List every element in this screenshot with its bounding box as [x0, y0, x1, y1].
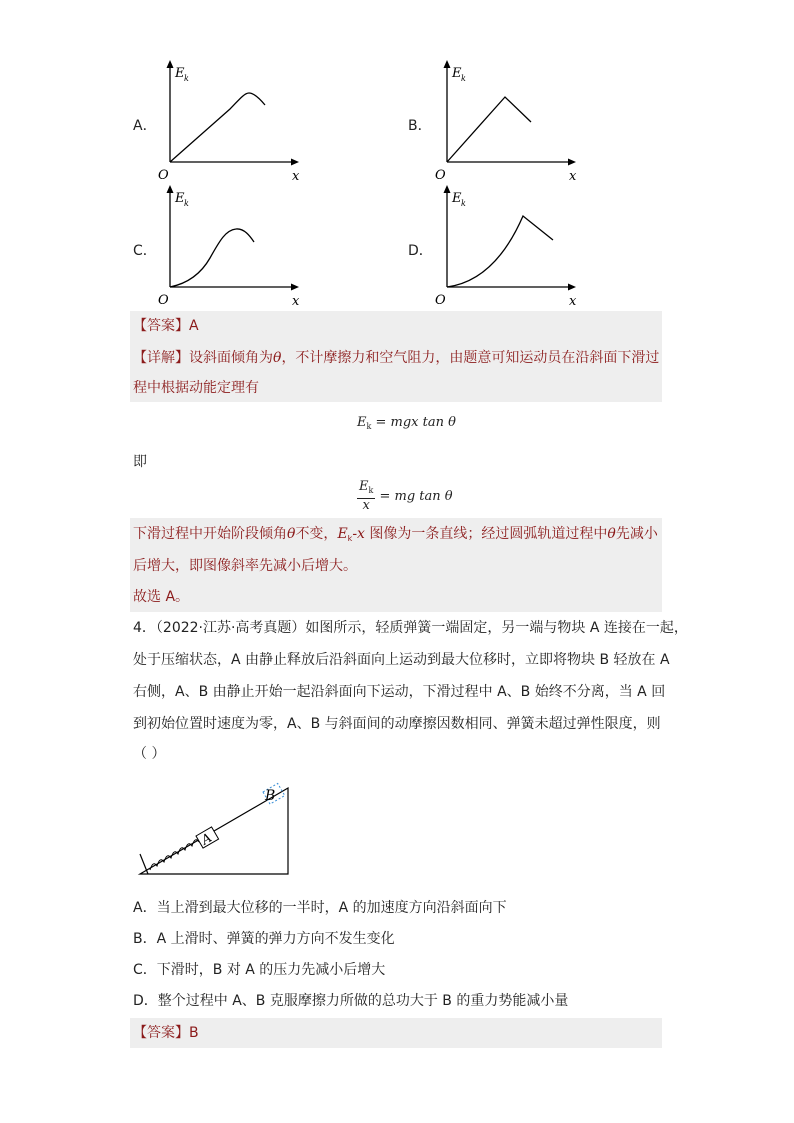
graph-b: [427, 55, 587, 185]
block-b-label: B: [265, 788, 276, 804]
curve-d: [447, 216, 553, 287]
answer-line-4: [133, 1023, 199, 1043]
x-arrow-icon: [291, 284, 299, 291]
final-choice: 故选 A。: [133, 589, 190, 605]
axis-y-label: E: [452, 191, 462, 206]
option-d-label: D．: [408, 243, 433, 259]
answer-band: [130, 311, 662, 347]
question4-line-5: （ ）: [133, 746, 166, 762]
incline-diagram: [130, 780, 300, 880]
answer-tag: 【答案】: [133, 318, 189, 334]
fraction: $\frac{E_k}{x}$: [359, 479, 374, 513]
formula-1: $E_k$ = mgx tan θ: [357, 415, 456, 431]
axis-y-sub: k: [461, 199, 466, 208]
question4-line-3: 右侧，A、B 由静止开始一起沿斜面向下运动，下滑过程中 A、B 始终不分离，当 A 回: [133, 684, 666, 700]
axis-y-label: E: [175, 66, 185, 81]
axis-x-label: x: [292, 294, 300, 309]
curve-b: [447, 97, 531, 162]
answer-line-3: [133, 316, 199, 336]
option-c-label: C．: [133, 243, 157, 259]
question4-line-4: 到初始位置时速度为零，A、B 与斜面间的动摩擦因数相同、弹簧未超过弹性限度，则: [133, 716, 661, 732]
y-arrow-icon: [444, 185, 451, 193]
axis-y-label: E: [175, 191, 185, 206]
conclusion-line-2: 后增大，即图像斜率先减小后增大。: [133, 558, 357, 574]
x-arrow-icon: [568, 284, 576, 291]
graph-a: [150, 55, 310, 185]
conclusion-line-1: 下滑过程中开始阶段倾角θ不变，$E_k-x$ 图像为一条直线；经过圆弧轨道过程中θ先减小: [133, 526, 658, 543]
detail-line-2: 程中根据动能定理有: [133, 380, 259, 396]
origin-label: O: [158, 168, 169, 183]
axis-y-label: E: [452, 66, 462, 81]
formula-2: $\frac{E_k}{x}$ = mg tan θ: [359, 479, 453, 513]
origin-label: O: [158, 293, 169, 308]
curve-c: [170, 229, 254, 287]
axis-x-label: x: [292, 169, 300, 184]
q4-option-c: C．下滑时，B 对 A 的压力先减小后增大: [133, 962, 386, 978]
axis-y-sub: k: [184, 74, 189, 83]
origin-label: O: [435, 168, 446, 183]
graph-d: [427, 180, 587, 310]
origin-label: O: [435, 293, 446, 308]
axis-y-sub: k: [461, 74, 466, 83]
x-arrow-icon: [568, 159, 576, 166]
graph-c: [150, 180, 310, 310]
axis-x-label: x: [569, 169, 577, 184]
answer-value: A: [189, 318, 199, 334]
x-arrow-icon: [291, 159, 299, 166]
curve-a: [170, 93, 265, 162]
q4-option-d: D．整个过程中 A、B 克服摩擦力所做的总功大于 B 的重力势能减小量: [133, 993, 569, 1009]
detail-tag: 【详解】: [133, 350, 189, 366]
svg-text:A: A: [199, 830, 215, 849]
answer4-tag: 【答案】: [133, 1025, 189, 1041]
question4-line-2: 处于压缩状态，A 由静止释放后沿斜面向上运动到最大位移时，立即将物块 B 轻放在 A: [133, 652, 670, 668]
q4-option-b: B．A 上滑时、弹簧的弹力方向不发生变化: [133, 931, 395, 947]
detail-line-1: 【详解】设斜面倾角为θ，不计摩擦力和空气阻力，由题意可知运动员在沿斜面下滑过: [133, 350, 660, 366]
y-arrow-icon: [444, 60, 451, 68]
q4-option-a: A．当上滑到最大位移的一半时，A 的加速度方向沿斜面向下: [133, 900, 507, 916]
answer4-value: B: [189, 1025, 199, 1041]
y-arrow-icon: [167, 185, 174, 193]
option-b-label: B．: [408, 118, 432, 134]
y-arrow-icon: [167, 60, 174, 68]
answer4-band: [130, 1018, 662, 1048]
axis-x-label: x: [569, 294, 577, 309]
ji-text: 即: [133, 454, 147, 470]
question4-line-1: 4．（2022·江苏·高考真题）如图所示，轻质弹簧一端固定，另一端与物块 A 连接在一起，: [133, 620, 688, 636]
axis-y-sub: k: [184, 199, 189, 208]
graph-options: [0, 0, 794, 310]
option-a-label: A．: [133, 118, 157, 134]
